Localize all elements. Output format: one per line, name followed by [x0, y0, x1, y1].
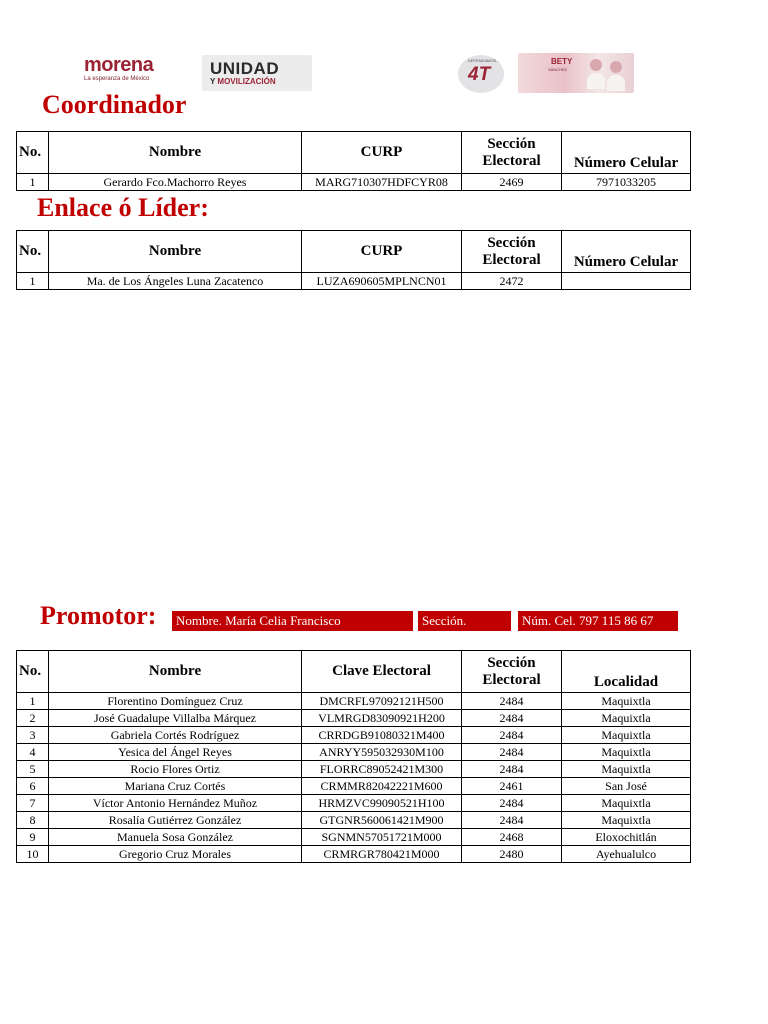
cell-seccion: 2469	[462, 174, 562, 191]
table-row	[17, 778, 691, 795]
cell-nombre: Víctor Antonio Hernández Muñoz	[49, 795, 302, 812]
header-seccion: Sección Electoral	[462, 231, 562, 273]
cuarta-logo-text: 4T	[468, 64, 491, 85]
cell-seccion: 2461	[462, 778, 562, 795]
cell-no: 4	[17, 744, 49, 761]
table-row	[17, 273, 691, 290]
cell-nombre: Manuela Sosa González	[49, 829, 302, 846]
cell-localidad: Ayehualulco	[562, 846, 691, 863]
cell-clave: VLMRGD83090921H200	[302, 710, 462, 727]
header-clave: Clave Electoral	[302, 651, 462, 693]
cell-seccion: 2484	[462, 812, 562, 829]
header-nombre: Nombre	[49, 132, 302, 174]
promotor-seccion-field: Sección.	[418, 611, 511, 631]
header-celular: Número Celular	[562, 132, 691, 174]
cell-no: 6	[17, 778, 49, 795]
cell-nombre: Yesica del Ángel Reyes	[49, 744, 302, 761]
table-header-row	[17, 231, 691, 273]
cell-localidad: Maquixtla	[562, 761, 691, 778]
cell-celular: 7971033205	[562, 174, 691, 191]
header-no: No.	[17, 132, 49, 174]
cell-clave: CRMMR82042221M600	[302, 778, 462, 795]
cell-clave: CRMRGR780421M000	[302, 846, 462, 863]
cell-curp: MARG710307HDFCYR08	[302, 174, 462, 191]
cell-localidad: San José	[562, 778, 691, 795]
cell-seccion: 2484	[462, 693, 562, 710]
header-nombre: Nombre	[49, 231, 302, 273]
table-row	[17, 710, 691, 727]
morena-logo-tagline: La esperanza de México	[84, 76, 150, 82]
cell-localidad: Eloxochitlán	[562, 829, 691, 846]
cell-clave: SGNMN57051721M000	[302, 829, 462, 846]
header-seccion: Sección Electoral	[462, 651, 562, 693]
cell-clave: CRRDGB91080321M400	[302, 727, 462, 744]
cell-no: 1	[17, 273, 49, 290]
cell-nombre: Florentino Domínguez Cruz	[49, 693, 302, 710]
bety-banner-figure-body	[587, 73, 605, 89]
header-localidad: Localidad	[562, 651, 691, 693]
cell-no: 3	[17, 727, 49, 744]
cell-nombre: Mariana Cruz Cortés	[49, 778, 302, 795]
table-row	[17, 693, 691, 710]
table-row	[17, 761, 691, 778]
cell-seccion: 2484	[462, 744, 562, 761]
cuarta-transformacion-logo	[458, 55, 504, 93]
table-row	[17, 795, 691, 812]
table-row	[17, 174, 691, 191]
cell-no: 7	[17, 795, 49, 812]
header-curp: CURP	[302, 132, 462, 174]
unidad-logo-line1: UNIDAD	[210, 59, 280, 78]
promotor-celular-field: Núm. Cel. 797 115 86 67	[518, 611, 678, 631]
coordinador-table	[16, 131, 691, 191]
cell-no: 2	[17, 710, 49, 727]
cell-no: 1	[17, 693, 49, 710]
table-row	[17, 846, 691, 863]
cell-nombre: Ma. de Los Ángeles Luna Zacatenco	[49, 273, 302, 290]
table-row	[17, 829, 691, 846]
cell-clave: DMCRFL97092121H500	[302, 693, 462, 710]
cell-clave: GTGNR560061421M900	[302, 812, 462, 829]
cell-no: 8	[17, 812, 49, 829]
cell-nombre: Gregorio Cruz Morales	[49, 846, 302, 863]
cell-seccion: 2468	[462, 829, 562, 846]
cuarta-logo-small-text: DEFENDAMOS LA	[468, 58, 503, 63]
cell-nombre: Gabriela Cortés Rodríguez	[49, 727, 302, 744]
cell-localidad: Maquixtla	[562, 710, 691, 727]
bety-banner-name: BETY	[551, 57, 573, 66]
promotor-table	[16, 650, 691, 863]
cell-seccion: 2484	[462, 727, 562, 744]
cell-seccion: 2472	[462, 273, 562, 290]
bety-banner-figure-head	[610, 61, 622, 73]
table-header-row	[17, 132, 691, 174]
bety-banner-sub: SÁNCHEZ	[548, 67, 568, 72]
cell-curp: LUZA690605MPLNCN01	[302, 273, 462, 290]
table-header-row	[17, 651, 691, 693]
cell-localidad: Maquixtla	[562, 693, 691, 710]
cell-localidad: Maquixtla	[562, 727, 691, 744]
header-no: No.	[17, 231, 49, 273]
cell-nombre: Gerardo Fco.Machorro Reyes	[49, 174, 302, 191]
cell-localidad: Maquixtla	[562, 812, 691, 829]
cell-clave: HRMZVC99090521H100	[302, 795, 462, 812]
unidad-logo-line2	[210, 77, 276, 86]
cell-celular	[562, 273, 691, 290]
cell-nombre: Rosalía Gutiérrez González	[49, 812, 302, 829]
table-row	[17, 727, 691, 744]
cell-localidad: Maquixtla	[562, 795, 691, 812]
header-curp: CURP	[302, 231, 462, 273]
enlace-heading: Enlace ó Líder:	[37, 193, 209, 222]
morena-logo-wordmark: morena	[84, 54, 154, 76]
cell-seccion: 2480	[462, 846, 562, 863]
bety-sanchez-banner	[518, 53, 634, 93]
cell-no: 9	[17, 829, 49, 846]
cell-nombre: Rocio Flores Ortiz	[49, 761, 302, 778]
cell-no: 10	[17, 846, 49, 863]
bety-banner-figure-body	[607, 75, 625, 91]
header-nombre: Nombre	[49, 651, 302, 693]
enlace-table	[16, 230, 691, 290]
unidad-movilizacion-logo	[202, 55, 312, 91]
cell-seccion: 2484	[462, 795, 562, 812]
cell-nombre: José Guadalupe Villalba Márquez	[49, 710, 302, 727]
cell-seccion: 2484	[462, 761, 562, 778]
coordinador-heading: Coordinador	[42, 90, 187, 119]
unidad-logo-line2-b: MOVILIZACIÓN	[217, 77, 276, 86]
unidad-logo-line2-a: Y	[210, 77, 218, 86]
cell-no: 1	[17, 174, 49, 191]
header-no: No.	[17, 651, 49, 693]
cell-clave: FLORRC89052421M300	[302, 761, 462, 778]
promotor-heading: Promotor:	[40, 601, 157, 630]
morena-logo	[84, 55, 176, 91]
cell-localidad: Maquixtla	[562, 744, 691, 761]
header-celular: Número Celular	[562, 231, 691, 273]
cell-no: 5	[17, 761, 49, 778]
header-seccion: Sección Electoral	[462, 132, 562, 174]
table-row	[17, 812, 691, 829]
promotor-nombre-field: Nombre. María Celia Francisco	[172, 611, 413, 631]
table-row	[17, 744, 691, 761]
cell-clave: ANRYY595032930M100	[302, 744, 462, 761]
bety-banner-figure-head	[590, 59, 602, 71]
cell-seccion: 2484	[462, 710, 562, 727]
